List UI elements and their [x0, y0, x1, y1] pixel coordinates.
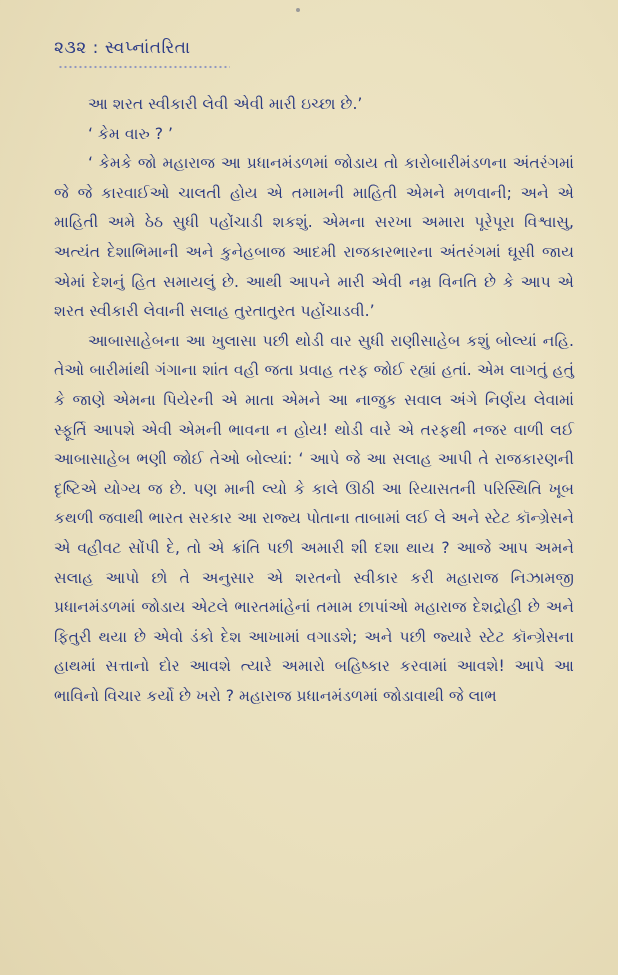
- print-speck: [296, 8, 300, 12]
- header-underline: [58, 64, 230, 70]
- body-text: [54, 90, 574, 711]
- paragraph-3: ‘ કેમકે જો મહારાજ આ પ્રધાનમંડળમાં જોડાય તો કારોબારીમંડળના અંતરંગમાં જે જે કારવાઈઓ ચાલતી હોય એ તમામની માહિતી એમને મળવાની; અને એ માહિતી અમે ઠેઠ સુધી પહોંચાડી શકશું. એમના સરખા અમારા પૂરેપૂરા વિશ્વાસુ, અત્યંત દેશાભિમાની અને કુનેહબાજ આદમી રાજકારભારના અંતરંગમાં ઘૂસી જાય એમાં દેશનું હિત સમાયલું છે. આથી આપને મારી એવી નમ્ર વિનતિ છે કે આપ એ શરત સ્વીકારી લેવાની સલાહ તુરતાતુરત પહોંચાડવી.’: [54, 154, 574, 321]
- paragraph-4: આબાસાહેબના આ ખુલાસા પછી થોડી વાર સુધી રાણીસાહેબ કશું બોલ્યાં નહિ. તેઓ બારીમાંથી ગંગાના શાંત વહી જતા પ્રવાહ તરફ જોઈ રહ્યાં હતાં. એમ લાગતું હતું કે જાણે એમના પિયેરની એ માતા એમને આ નાજુક સવાલ અંગે નિર્ણય લેવામાં સ્ફૂર્તિ આપશે એવી એમની ભાવના ન હોય! થોડી વારે એ તરફથી નજર વાળી લઈ આબાસાહેબ ભણી જોઈ તેઓ બોલ્યાં: ‘ આપે જે આ સલાહ આપી તે રાજકારણની દૃષ્ટિએ યોગ્ય જ છે. પણ માની લ્યો કે કાલે ઊઠી આ રિયાસતની પરિસ્થિતિ ખૂબ કથળી જવાથી ભારત સરકાર આ રાજ્ય પોતાના તાબામાં લઈ લે અને સ્ટેટ કૉન્ગ્રેસને એ વહીવટ સોંપી દે, તો એ ક્રાંતિ પછી અમારી શી દશા થાય ? આજે આપ અમને સલાહ આપો છો તે અનુસાર એ શરતનો સ્વીકાર કરી મહારાજ નિઝામજી પ્રધાનમંડળમાં જોડાય એટલે ભારતમાંહેનાં તમામ છાપાંઓ મહારાજ દેશદ્રોહી છે અને ફિતુરી થયા છે એવો ડંકો દેશ આખામાં વગાડશે; અને પછી જ્યારે સ્ટેટ કૉન્ગ્રેસના હાથમાં સત્તાનો દોર આવશે ત્યારે અમારો બહિષ્કાર કરવામાં આવશે! આપે આ ભાવિનો વિચાર કર્યો છે ખરો ? મહારાજ પ્રધાનમંડળમાં જોડાવાથી જે લાભ: [54, 331, 574, 705]
- page-header: ૨૩૨ : સ્વપ્નાંતરિતા: [54, 38, 191, 58]
- paragraph-2: ‘ કેમ વારુ ? ’: [88, 124, 174, 143]
- paragraph-1: આ શરત સ્વીકારી લેવી એવી મારી ઇચ્છા છે.’: [88, 95, 363, 113]
